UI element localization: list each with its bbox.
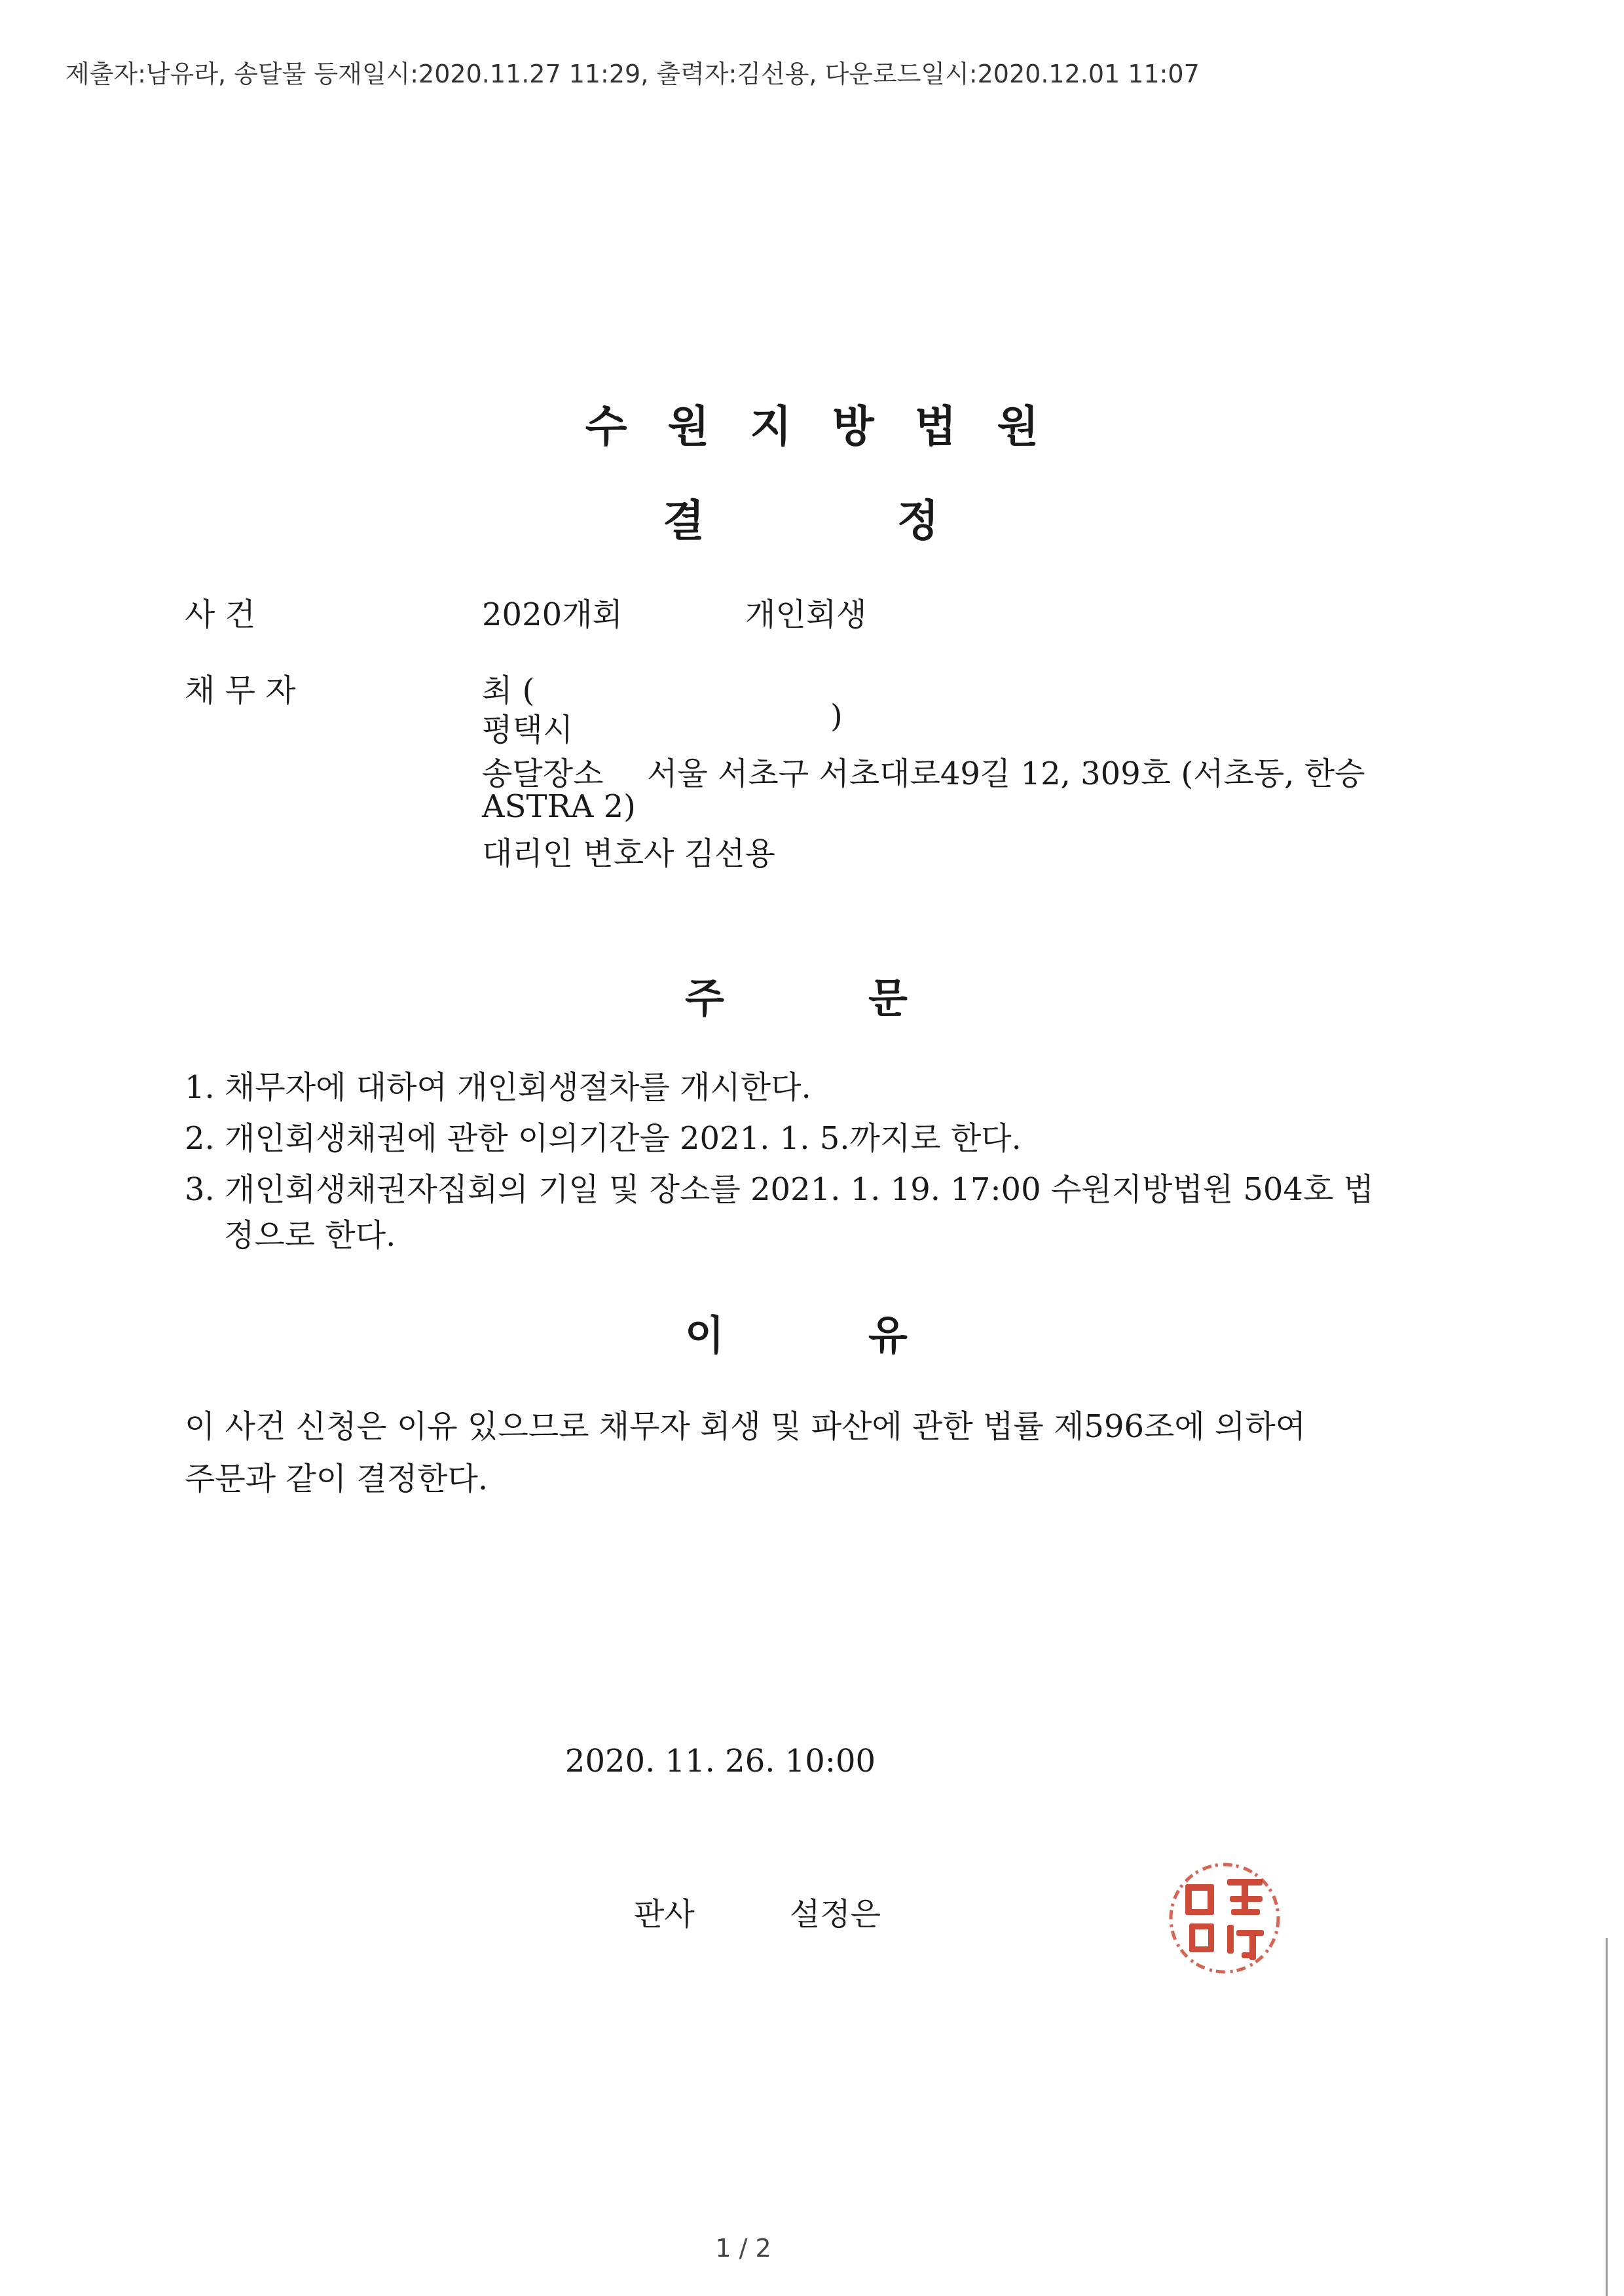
scan-edge-divider — [1606, 1938, 1608, 2296]
service-location-label: 송달장소 — [482, 756, 604, 792]
order-title-part1: 주 — [685, 974, 724, 1022]
submission-info-header: 제출자:남유라, 송달물 등재일시:2020.11.27 11:29, 출력자:김선용, 다운로드일시:2020.12.01 11:07 — [65, 60, 1200, 88]
service-address-continued: ASTRA 2) — [482, 788, 636, 825]
order-item-3: 3. 개인회생채권자집회의 기일 및 장소를 2021. 1. 19. 17:00 수원지방법원 504호 법 — [185, 1171, 1374, 1208]
debtor-label: 채 무 자 — [185, 672, 296, 709]
document-title-part1: 결 — [663, 496, 705, 546]
reason-title-part2: 유 — [868, 1311, 908, 1359]
case-type: 개인회생 — [745, 596, 867, 633]
order-title-part2: 문 — [868, 974, 908, 1022]
court-name: 수원지방법원 — [585, 401, 1080, 452]
judge-role: 판사 — [634, 1896, 695, 1933]
service-address: 서울 서초구 서초대로49길 12, 309호 (서초동, 한승 — [647, 756, 1365, 792]
order-item-3-continued: 정으로 한다. — [224, 1217, 396, 1254]
case-label: 사 건 — [185, 596, 255, 633]
debtor-address-tail: ) — [830, 698, 843, 735]
document-title-part2: 정 — [897, 496, 939, 546]
debtor-agent: 대리인 변호사 김선용 — [482, 835, 775, 872]
reason-text-line-2: 주문과 같이 결정한다. — [185, 1461, 489, 1497]
order-item-2: 2. 개인회생채권에 관한 이의기간을 2021. 1. 5.까지로 한다. — [185, 1120, 1022, 1157]
case-number: 2020개회 — [482, 596, 623, 633]
reason-title-part1: 이 — [685, 1311, 724, 1359]
decision-date: 2020. 11. 26. 10:00 — [564, 1743, 876, 1779]
debtor-name: 최 ( — [482, 672, 535, 709]
court-seal-icon — [1159, 1853, 1290, 1984]
page-number: 1 / 2 — [715, 2234, 771, 2263]
reason-text-line-1: 이 사건 신청은 이유 있으므로 채무자 회생 및 파산에 관한 법률 제596조에 의하여 — [185, 1408, 1306, 1445]
debtor-address: 평택시 — [482, 712, 574, 748]
order-item-1: 1. 채무자에 대하여 개인회생절차를 개시한다. — [185, 1069, 811, 1106]
judge-name: 설정은 — [790, 1896, 881, 1933]
